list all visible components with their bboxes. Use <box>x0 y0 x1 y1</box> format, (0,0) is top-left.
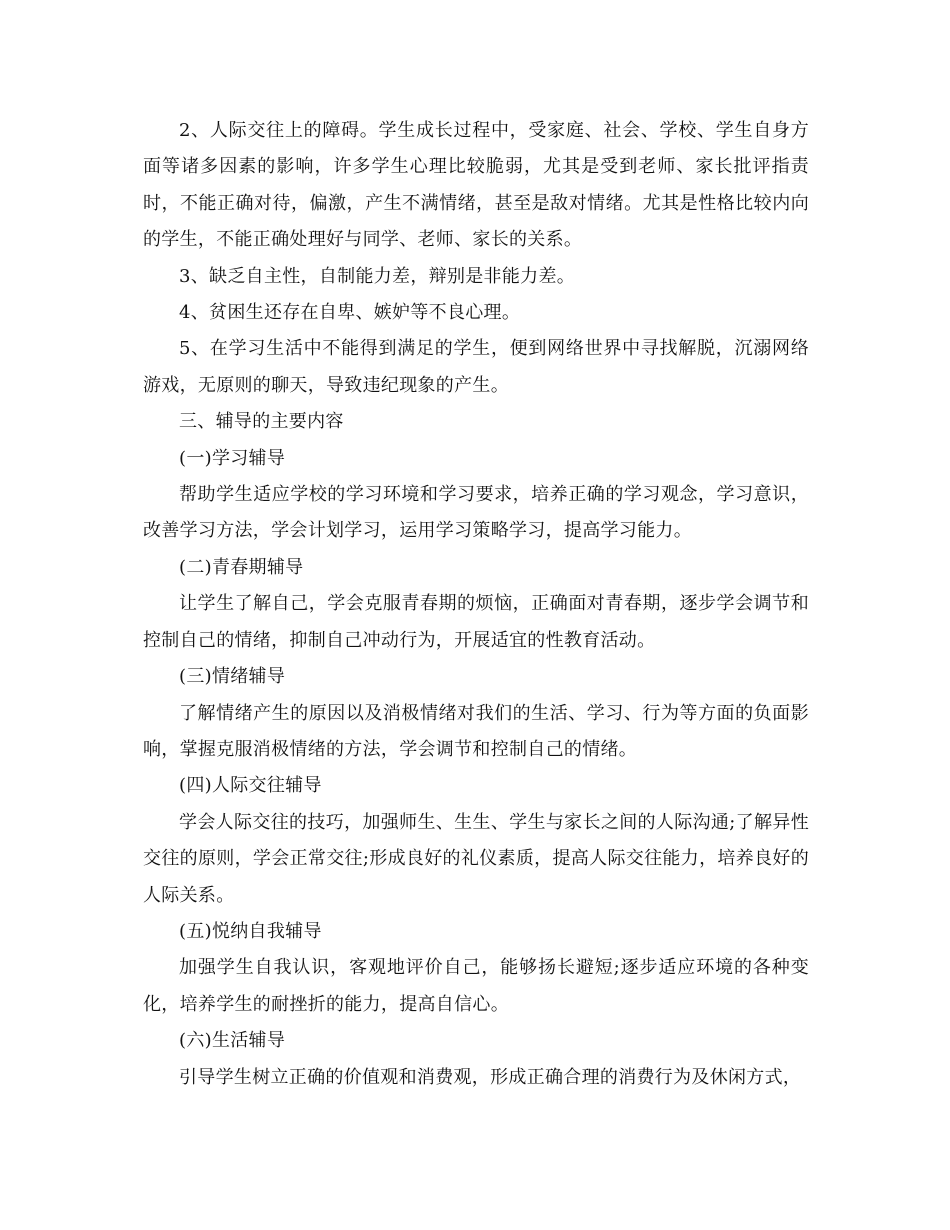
document-page <box>143 113 809 1096</box>
paragraph-lack-autonomy: 3、缺乏自主性，自制能力差，辩别是非能力差。 <box>179 265 576 287</box>
paragraph-adolescence-guidance: 让学生了解自己，学会克服青春期的烦恼，正确面对青春期，逐步学会调节和控制自己的情绪，抑制自己冲动行为，开展适宜的性教育活动。 <box>143 593 809 651</box>
paragraph-emotion-guidance: 了解情绪产生的原因以及消极情绪对我们的生活、学习、行为等方面的负面影响，掌握克服消极情绪的方法，学会调节和控制自己的情绪。 <box>143 702 809 760</box>
section-heading-main-content: 三、辅导的主要内容 <box>179 411 344 433</box>
subheading-interpersonal-guidance: (四)人际交往辅导 <box>179 775 322 797</box>
paragraph-study-guidance: 帮助学生适应学校的学习环境和学习要求，培养正确的学习观念，学习意识，改善学习方法，学会计划学习，运用学习策略学习，提高学习能力。 <box>143 484 809 542</box>
paragraph-internet-addiction: 5、在学习生活中不能得到满足的学生，便到网络世界中寻找解脱，沉溺网络游戏，无原则的聊天，导致违纪现象的产生。 <box>143 338 809 396</box>
paragraph-interpersonal-guidance: 学会人际交往的技巧，加强师生、生生、学生与家长之间的人际沟通;了解异性交往的原则，学会正常交往;形成良好的礼仪素质，提高人际交往能力，培养良好的人际关系。 <box>143 811 809 906</box>
subheading-emotion-guidance: (三)情绪辅导 <box>179 666 286 688</box>
paragraph-self-acceptance-guidance: 加强学生自我认识，客观地评价自己，能够扬长避短;逐步适应环境的各种变化，培养学生的耐挫折的能力，提高自信心。 <box>143 957 809 1015</box>
paragraph-interpersonal-obstacles: 2、人际交往上的障碍。学生成长过程中，受家庭、社会、学校、学生自身方面等诸多因素的影响，许多学生心理比较脆弱，尤其是受到老师、家长批评指责时，不能正确对待，偏激，产生不满情绪，甚至是敌对情绪。尤其是性格比较内向的学生，不能正确处理好与同学、老师、家长的关系。 <box>143 120 809 251</box>
subheading-self-acceptance-guidance: (五)悦纳自我辅导 <box>179 920 322 942</box>
paragraph-life-guidance: 引导学生树立正确的价值观和消费观，形成正确合理的消费行为及休闲方式， <box>179 1066 802 1088</box>
subheading-study-guidance: (一)学习辅导 <box>179 447 286 469</box>
paragraph-poor-students-psychology: 4、贫困生还存在自卑、嫉妒等不良心理。 <box>179 302 521 324</box>
subheading-life-guidance: (六)生活辅导 <box>179 1030 286 1052</box>
subheading-adolescence-guidance: (二)青春期辅导 <box>179 556 304 578</box>
